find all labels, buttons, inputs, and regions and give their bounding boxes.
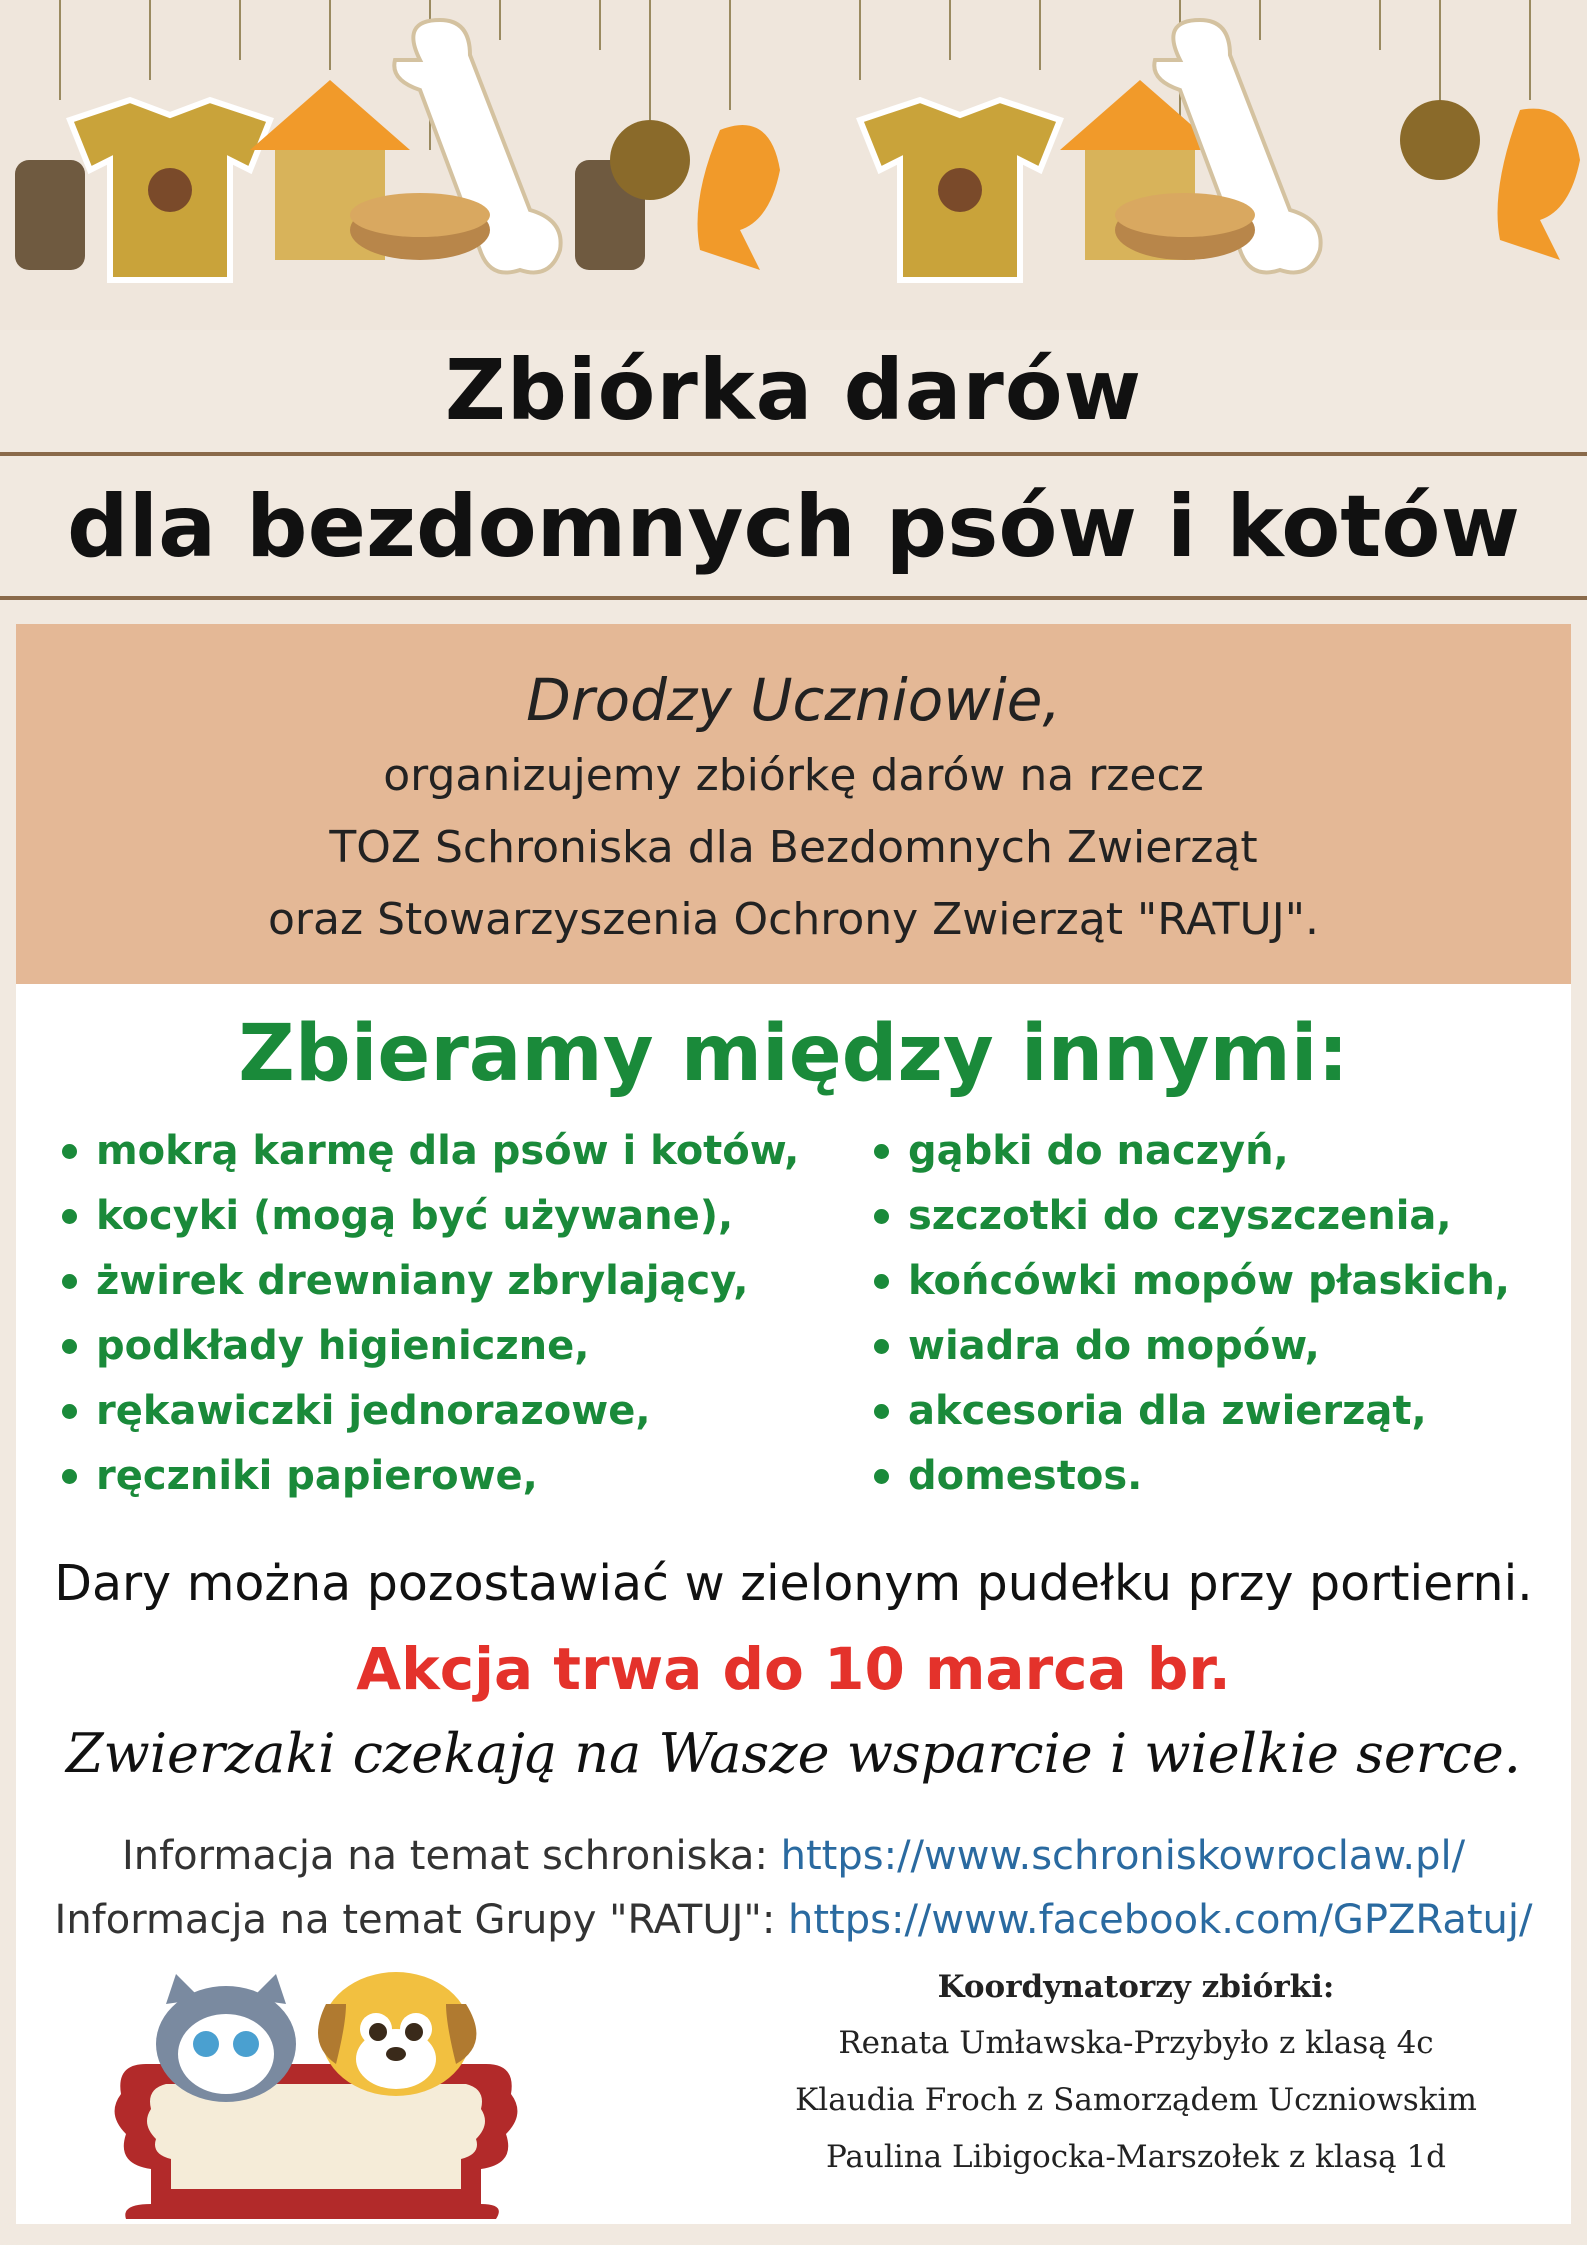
divider	[0, 452, 1587, 456]
content-panel	[16, 624, 1571, 2224]
list-item: szczotki do czyszczenia,	[866, 1184, 1510, 1249]
intro-box	[16, 624, 1571, 984]
bullet-icon	[62, 1209, 77, 1224]
coordinators	[776, 1959, 1496, 2186]
intro-line: organizujemy zbiórkę darów na rzecz	[383, 750, 1204, 801]
bullet-icon	[62, 1144, 77, 1159]
list-item: mokrą karmę dla psów i kotów,	[54, 1119, 799, 1184]
pet-ornaments-banner	[0, 0, 1587, 330]
list-item: żwirek drewniany zbrylający,	[54, 1249, 799, 1314]
bullet-icon	[874, 1469, 889, 1484]
group-info	[16, 1888, 1571, 1952]
bullet-icon	[874, 1339, 889, 1354]
bullet-icon	[62, 1339, 77, 1354]
greeting: Drodzy Uczniowie,	[526, 666, 1061, 734]
list-item: akcesoria dla zwierząt,	[866, 1379, 1510, 1444]
group-link[interactable]: https://www.facebook.com/GPZRatuj/	[788, 1897, 1533, 1943]
divider	[0, 596, 1587, 600]
bullet-icon	[874, 1404, 889, 1419]
coordinator-name: Renata Umławska-Przybyło z klasą 4c	[838, 2025, 1434, 2061]
list-item: ręczniki papierowe,	[54, 1444, 799, 1509]
list-item: kocyki (mogą być używane),	[54, 1184, 799, 1249]
bullet-icon	[62, 1404, 77, 1419]
bullet-icon	[874, 1274, 889, 1289]
shelter-info	[16, 1824, 1571, 1888]
shelter-label: Informacja na temat schroniska:	[121, 1833, 781, 1879]
coordinator-name: Klaudia Froch z Samorządem Uczniowskim	[795, 2082, 1477, 2118]
page-subtitle: dla bezdomnych psów i kotów	[67, 477, 1520, 577]
list-item: końcówki mopów płaskich,	[866, 1249, 1510, 1314]
intro-line: TOZ Schroniska dla Bezdomnych Zwierząt	[329, 822, 1258, 873]
group-label: Informacja na temat Grupy "RATUJ":	[54, 1897, 789, 1943]
drop-off-info: Dary można pozostawiać w zielonym pudełku przy portierni.	[54, 1555, 1533, 1612]
list-item: wiadra do mopów,	[866, 1314, 1510, 1379]
deadline: Akcja trwa do 10 marca br.	[356, 1635, 1231, 1703]
bullet-icon	[874, 1209, 889, 1224]
collect-heading: Zbieramy między innymi:	[238, 1009, 1349, 1099]
bullet-icon	[62, 1469, 77, 1484]
bullet-icon	[874, 1144, 889, 1159]
list-item: rękawiczki jednorazowe,	[54, 1379, 799, 1444]
support-message: Zwierzaki czekają na Wasze wsparcie i wielkie serce.	[66, 1722, 1521, 1785]
items-list-left	[54, 1119, 799, 1509]
intro-line: oraz Stowarzyszenia Ochrony Zwierząt "RATUJ".	[268, 894, 1319, 945]
cat-and-dog-bone-sign	[106, 1954, 526, 2224]
bullet-icon	[62, 1274, 77, 1289]
coordinators-heading: Koordynatorzy zbiórki:	[937, 1969, 1335, 2005]
page-title: Zbiórka darów	[444, 341, 1143, 439]
links-section	[16, 1824, 1571, 1952]
items-list-right	[866, 1119, 1510, 1509]
coordinator-name: Paulina Libigocka-Marszołek z klasą 1d	[825, 2139, 1447, 2175]
list-item: domestos.	[866, 1444, 1510, 1509]
list-item: gąbki do naczyń,	[866, 1119, 1510, 1184]
shelter-link[interactable]: https://www.schroniskowroclaw.pl/	[780, 1833, 1466, 1879]
list-item: podkłady higieniczne,	[54, 1314, 799, 1379]
